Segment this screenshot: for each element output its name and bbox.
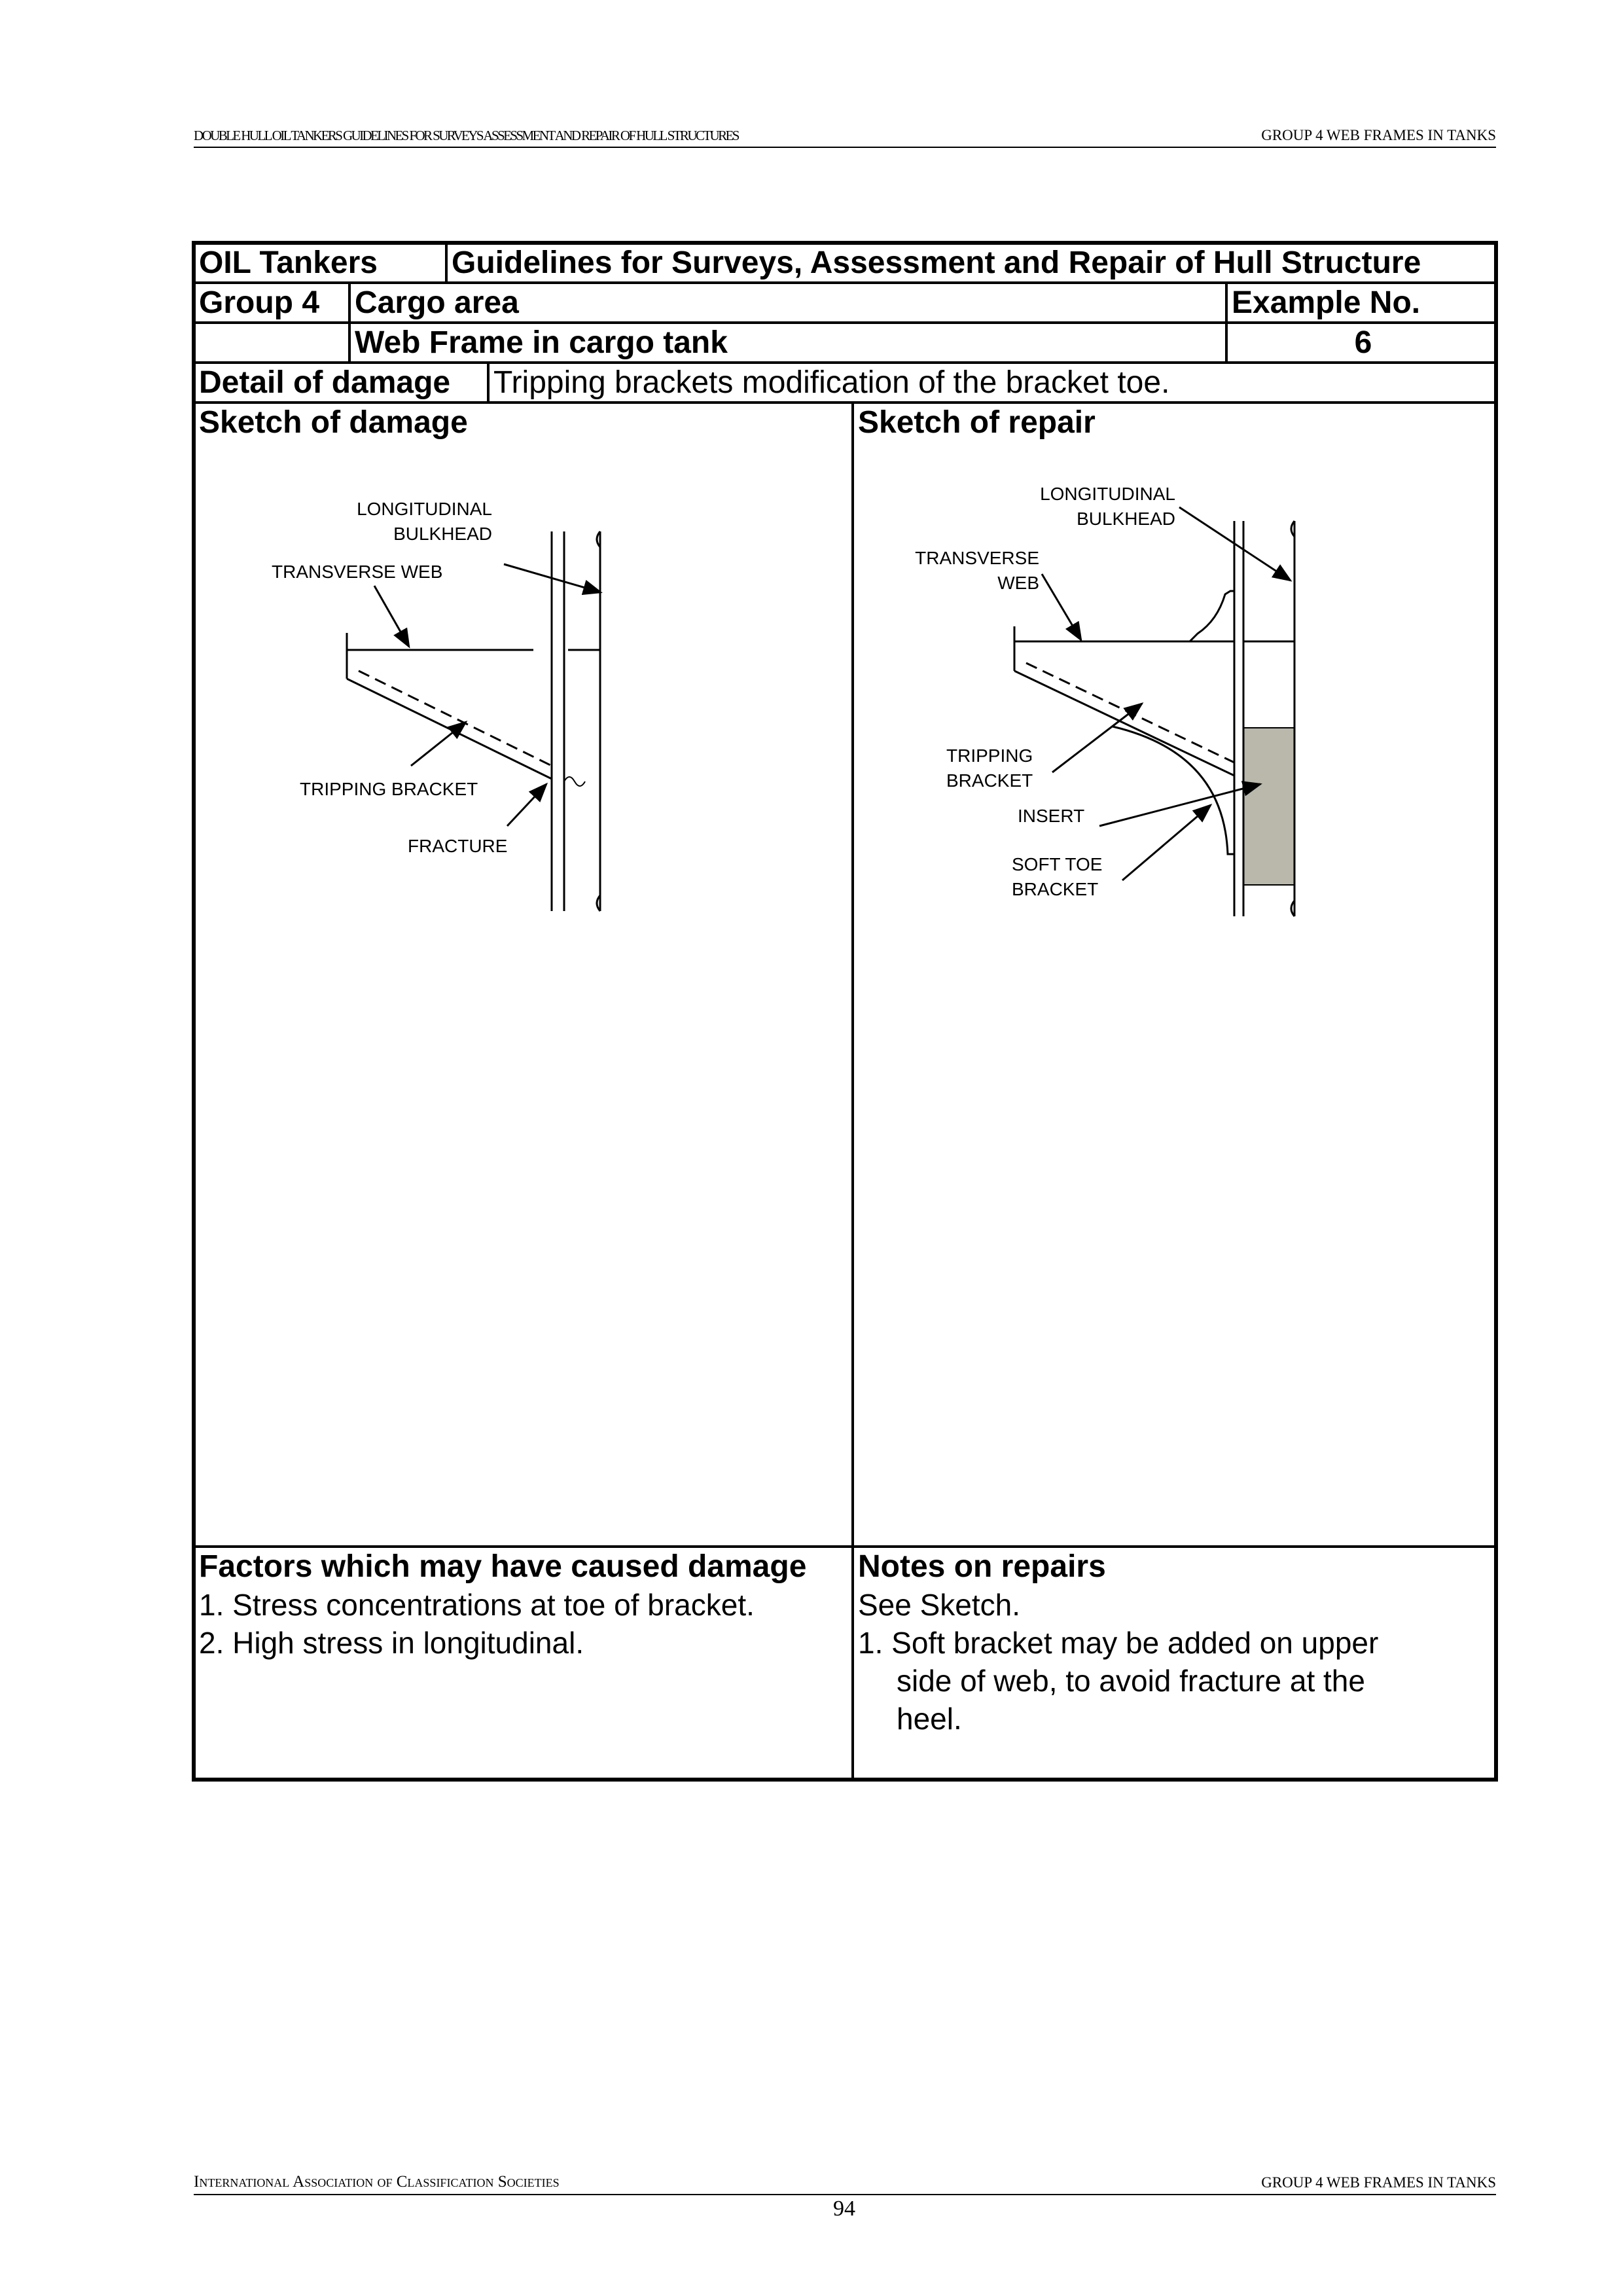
running-header-left: DOUBLE HULL OIL TANKERS GUIDELINES FOR SURVEYS ASSESSMENT AND REPAIR OF HULL STRUCTURES bbox=[194, 128, 738, 143]
footer bbox=[194, 2173, 1496, 2195]
repair-sketch bbox=[877, 471, 1309, 929]
area-cell: Cargo area bbox=[355, 285, 519, 320]
label-bulkhead: BULKHEAD bbox=[393, 524, 492, 544]
bracket-edge-line bbox=[1014, 671, 1234, 776]
detail-label-cell: Detail of damage bbox=[199, 365, 451, 400]
damage-sketch bbox=[260, 471, 627, 929]
label-insert: INSERT bbox=[1018, 806, 1085, 826]
factor-item: 2. High stress in longitudinal. bbox=[199, 1626, 584, 1660]
label-web: WEB bbox=[997, 573, 1039, 593]
factors-label: Factors which may have caused damage bbox=[199, 1549, 807, 1584]
arrow-tripping-bracket bbox=[1052, 704, 1142, 772]
label-tripping-bracket: TRIPPING BRACKET bbox=[300, 779, 478, 799]
label-fracture: FRACTURE bbox=[408, 836, 508, 856]
note-item: See Sketch. bbox=[858, 1588, 1021, 1622]
sub-area-cell: Web Frame in cargo tank bbox=[355, 325, 728, 360]
page-number: 94 bbox=[833, 2197, 855, 2221]
vessel-type-cell: OIL Tankers bbox=[199, 245, 378, 280]
arrow-fracture bbox=[507, 784, 546, 826]
example-number-cell: 6 bbox=[1354, 325, 1372, 360]
running-header-right: GROUP 4 WEB FRAMES IN TANKS bbox=[1261, 127, 1496, 143]
label-tripping-bracket: BRACKET bbox=[946, 770, 1033, 791]
document-title-cell: Guidelines for Surveys, Assessment and Repair of Hull Structure bbox=[452, 245, 1421, 280]
insert-plate bbox=[1243, 728, 1294, 885]
footer-rule bbox=[194, 2194, 1496, 2195]
bracket-dashed-line bbox=[359, 671, 552, 766]
label-tripping: TRIPPING bbox=[946, 745, 1033, 766]
sketch-damage-label: Sketch of damage bbox=[199, 405, 468, 440]
group-cell: Group 4 bbox=[199, 285, 320, 320]
arrow-tripping-bracket bbox=[411, 722, 466, 766]
label-soft-toe: SOFT TOE bbox=[1012, 854, 1103, 874]
label-longitudinal: LONGITUDINAL bbox=[1040, 484, 1175, 504]
label-longitudinal: LONGITUDINAL bbox=[357, 499, 492, 519]
label-soft-toe-bracket: BRACKET bbox=[1012, 879, 1099, 899]
arrow-transverse-web bbox=[1042, 574, 1081, 640]
fracture-mark bbox=[564, 777, 585, 786]
arrow-insert bbox=[1099, 784, 1260, 826]
bracket-edge-line bbox=[347, 679, 552, 779]
factor-item: 1. Stress concentrations at toe of bracket. bbox=[199, 1588, 755, 1622]
label-transverse: TRANSVERSE bbox=[915, 548, 1039, 568]
sketch-repair-label: Sketch of repair bbox=[858, 405, 1096, 440]
note-item: 1. Soft bracket may be added on upper bbox=[858, 1626, 1379, 1660]
footer-right: GROUP 4 WEB FRAMES IN TANKS bbox=[1261, 2174, 1496, 2191]
detail-text-cell: Tripping brackets modification of the bracket toe. bbox=[493, 365, 1170, 400]
arrow-transverse-web bbox=[374, 586, 409, 647]
example-label-cell: Example No. bbox=[1232, 285, 1421, 320]
note-item: side of web, to avoid fracture at the bbox=[897, 1664, 1365, 1698]
footer-left: International Association of Classification Societies bbox=[194, 2173, 560, 2191]
note-item: heel. bbox=[897, 1702, 962, 1736]
soft-bracket-upper bbox=[1190, 591, 1234, 641]
label-transverse-web: TRANSVERSE WEB bbox=[272, 562, 443, 582]
label-bulkhead: BULKHEAD bbox=[1077, 509, 1175, 529]
notes-label: Notes on repairs bbox=[858, 1549, 1106, 1584]
